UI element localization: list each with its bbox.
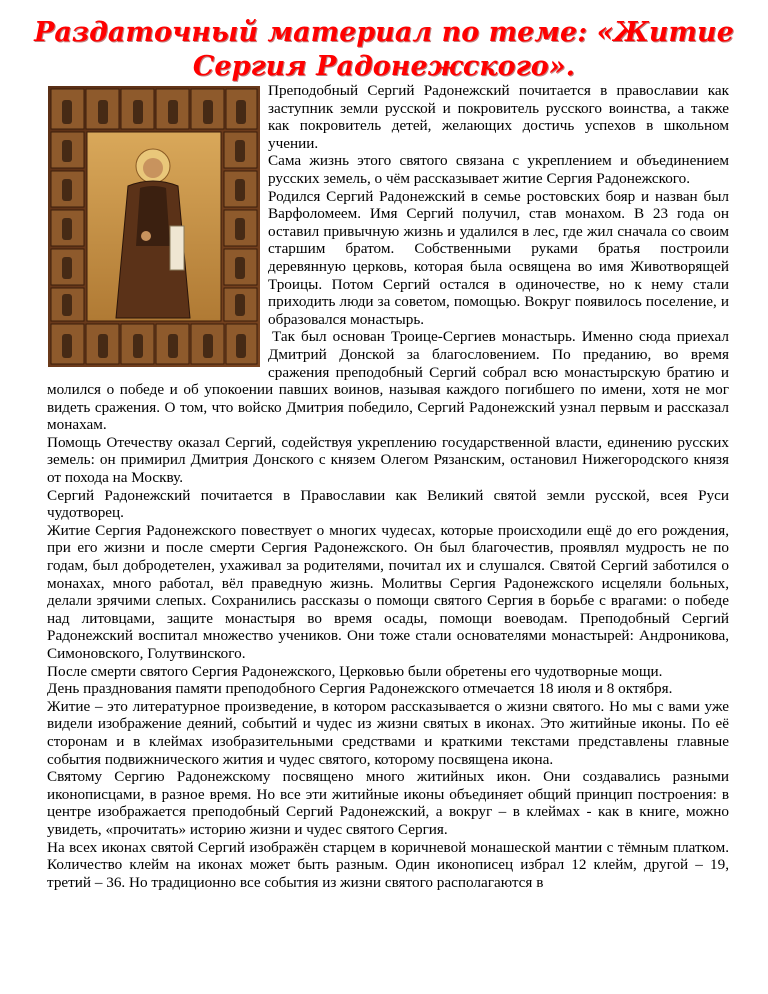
paragraph: Святому Сергию Радонежскому посвящено много житийных икон. Они создавались разными иконописцами, в разное время. Но все эти житийные иконы объединяет общий принцип построения: в центре изображается преподобный Сергий Радонежский, а вокруг – в клеймах - как в книге, можно увидеть, «прочитать» историю жизни и чудес святого Сергия. (47, 768, 729, 838)
paragraph: Сергий Радонежский почитается в Православии как Великий святой земли русской, всея Руси чудотворец. (47, 486, 729, 522)
document-body (47, 82, 729, 891)
paragraph: Житие – это литературное произведение, в котором рассказывается о жизни святого. Но мы с вами уже видели изображение деяний, событий и чудес из жизни святых в иконах. Это житийные иконы. По её сторонам и в клеймах изобразительными средствами и краткими текстами представлены главные события подвижнического жития и чудес святого, которому посвящена икона. (47, 697, 729, 768)
paragraph: На всех иконах святой Сергий изображён старцем в коричневой монашеской мантии с тёмным платком. Количество клейм на иконах может быть разным. Один иконописец избрал 12 клейм, другой – 19, третий – 36. Но традиционно все события из жизни святого располагаются в (47, 838, 729, 891)
paragraph: Помощь Отечеству оказал Сергий, содействуя укреплению государственной власти, единению русских земель: он примирил Дмитрия Донского с князем Олегом Рязанским, остановил Нижегородского князя от похода на Москву. (47, 433, 729, 487)
paragraph: День празднования памяти преподобного Сергия Радонежского отмечается 18 июля и 8 октября. (47, 680, 673, 698)
paragraph: Преподобный Сергий Радонежский почитается в православии как заступник земли русской и покровитель русского воинства, а также как покровитель детей, желающих достичь успехов в школьном учении. (268, 82, 729, 152)
page-title: Раздаточный материал по теме: «Житие Сергия Радонежского». (34, 17, 734, 82)
paragraph: Житие Сергия Радонежского повествует о многих чудесах, которые происходили ещё до его рождения, при его жизни и после смерти Сергия Радонежского. Он был благочестив, проявлял мудрость не по годам, был добродетелен, ухаживал за родителями, почитал их и слушался. Святой Сергий заботился о монахах, много работал, вёл праведную жизнь. Молитвы Сергия Радонежского исцеляли больных, делали зрячими слепых. Сохранились рассказы о помощи святого Сергия в борьбе с врагами: о победе над литовцами, защите монастыря во время осады, помощи воеводам. Преподобный Сергий Радонежский воспитал множество учеников. Они тоже стали основателями монастырей: Андроникова, Симоновского, Голутвинского. (47, 521, 729, 662)
paragraph: Родился Сергий Радонежский в семье ростовских бояр и назван был Варфоломеем. Имя Сергий получил, став монахом. В 23 года он оставил привычную жизнь и удалился в лес, где жил сначала со своим старшим братом. Собственными руками братья построили деревянную церковь, которая была освящена во имя Животворящей Троицы. Потом Сергий остался в одиночестве, но к нему стали приходить люди за советом, помощью. Вокруг появилось поселение, и образовался монастырь. (268, 187, 729, 328)
paragraph: Так был основан Троице-Сергиев монастырь. Именно сюда приехал Дмитрий Донской за благословением. По преданию, во время сражения преподобный Сергий собрал всю монастырскую братию и молился о победе и об упокоении павших воинов, называя каждого погибшего по имени, хотя не мог видеть сражения. О том, что войско Дмитрия победило, Сергий Радонежский узнал первым и рассказал монахам. (47, 328, 729, 434)
paragraph: Сама жизнь этого святого связана с укреплением и объединением русских земель, о чём рассказывает житие Сергия Радонежского. (268, 152, 729, 187)
paragraph: После смерти святого Сергия Радонежского, Церковью были обретены его чудотворные мощи. (47, 662, 663, 680)
